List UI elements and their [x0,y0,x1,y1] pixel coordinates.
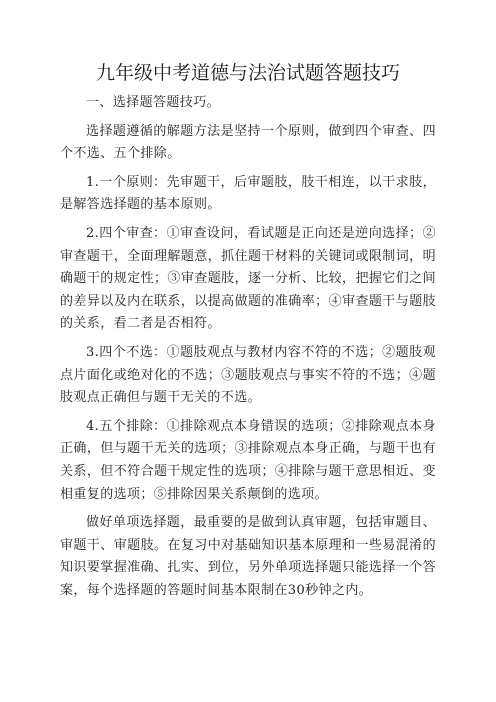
paragraph-four-not-choose: 3.四个不选：①题肢观点与教材内容不符的不选；②题肢观点片面化或绝对化的不选；③题肢观点与事实不符的不选；④题肢观点正确但与题干无关的不选。 [60,344,436,406]
document-body [60,92,436,602]
paragraph-one-principle: 1.一个原则：先审题干，后审题肢，肢干相连，以干求肢，是解答选择题的基本原则。 [60,174,436,213]
paragraph-five-exclusions: 4.五个排除：①排除观点本身错误的选项；②排除观点本身正确，但与题干无关的选项；③排除观点本身正确，与题干也有关系，但不符合题干规定性的选项；④排除与题干意思相近、变相重复的选项；⑤排除因果关系颠倒的选项。 [60,418,436,502]
paragraph-intro: 选择题遵循的解题方法是坚持一个原则，做到四个审查、四个不选、五个排除。 [60,123,436,162]
document-title: 九年级中考道德与法治试题答题技巧 [95,62,400,84]
paragraph-single-choice-tips: 做好单项选择题，最重要的是做到认真审题，包括审题目、审题干、审题肢。在复习中对基础知识基本原理和一些易混淆的知识要掌握准确、扎实、到位，另外单项选择题只能选择一个答案，每个选择题的答题时间基本限制在30秒钟之内。 [60,515,436,598]
paragraph-section-heading: 一、选择题答题技巧。 [86,95,221,110]
paragraph-four-reviews: 2.四个审查：①审查设问，看试题是正向还是逆向选择；②审查题干，全面理解题意，抓住题干材料的关键词或限制词，明确题干的规定性；③审查题肢，逐一分析、比较，把握它们之间的差异以及内在联系，以提高做题的准确率；④审查题干与题肢的关系，看二者是否相符。 [60,225,436,332]
